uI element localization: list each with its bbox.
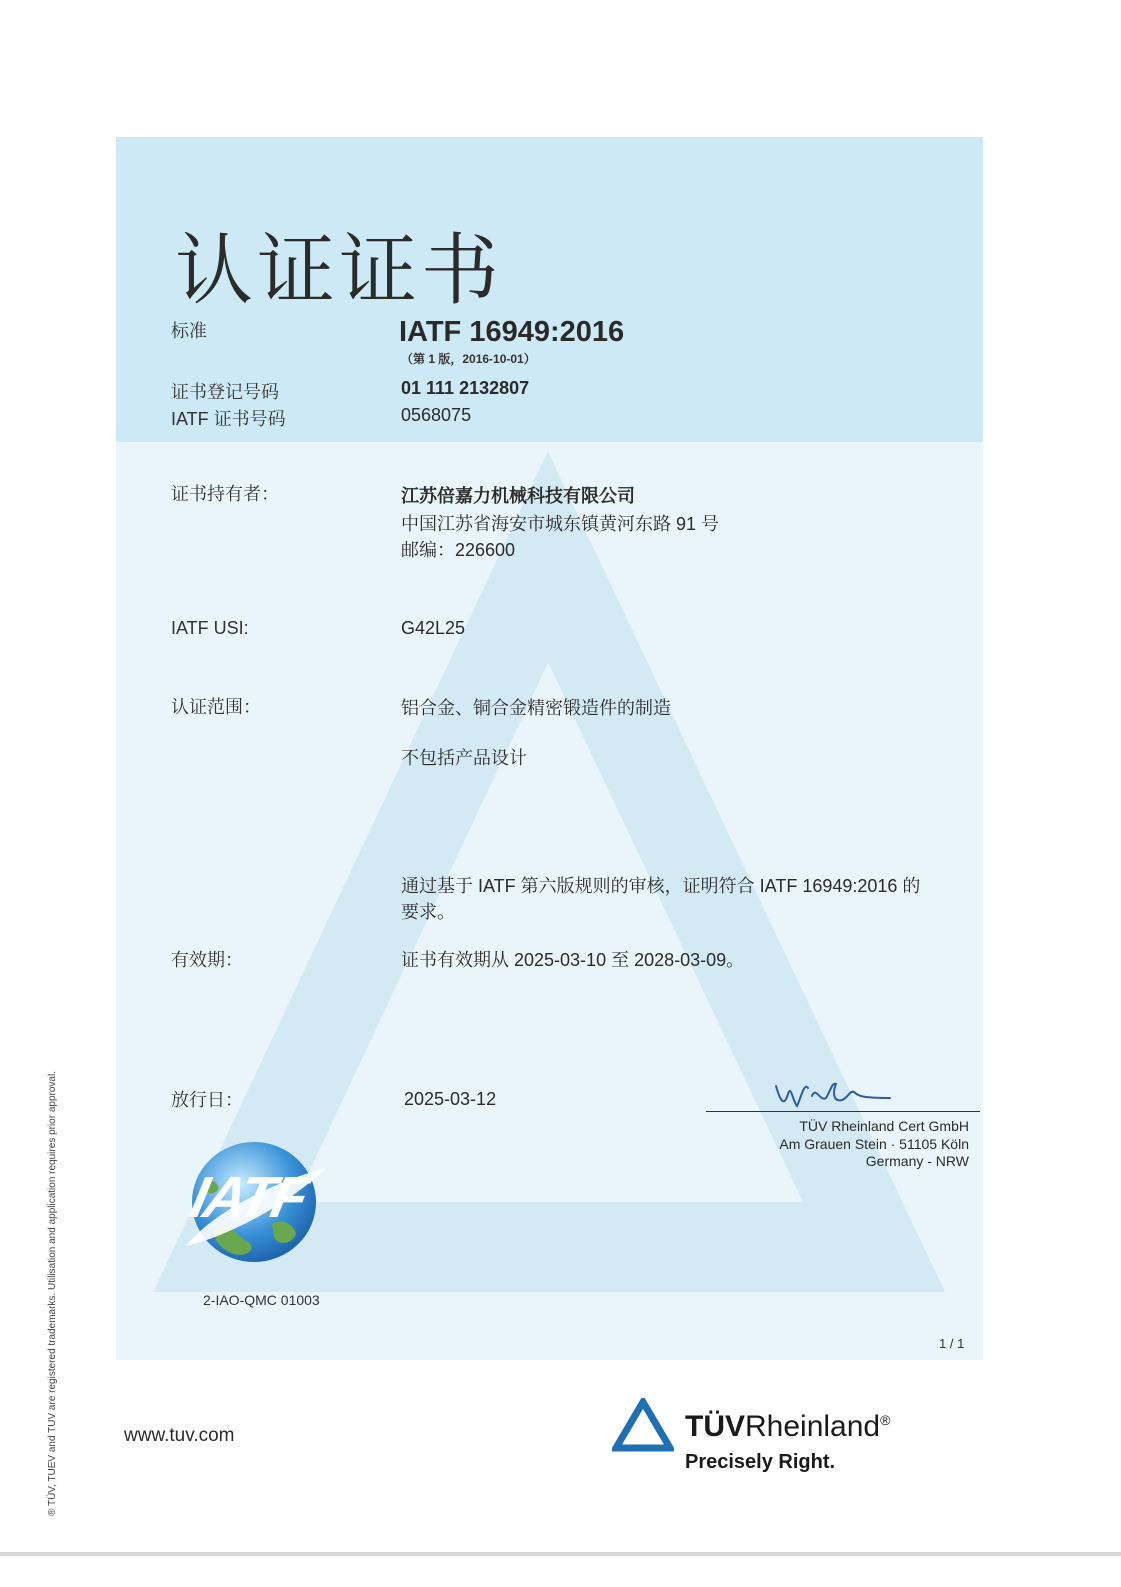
issuer-region: Germany - NRW xyxy=(865,1153,969,1169)
tuv-brand xyxy=(685,1410,890,1444)
statement-line-2: 要求。 xyxy=(401,902,455,922)
signature-line xyxy=(706,1111,980,1112)
scope-label: 认证范围： xyxy=(171,697,261,717)
registration-value: 01 111 2132807 xyxy=(401,378,530,398)
tuv-brand-prefix: TÜV xyxy=(685,1410,745,1443)
issuer-name: TÜV Rheinland Cert GmbH xyxy=(799,1118,969,1134)
iatf-logo xyxy=(176,1138,332,1268)
holder-address: 中国江苏省海安市城东镇黄河东路 91 号 xyxy=(401,514,720,534)
logo-code: 2-IAO-QMC 01003 xyxy=(203,1292,320,1308)
holder-name: 江苏倍嘉力机械科技有限公司 xyxy=(401,486,635,506)
validity-value: 证书有效期从 2025-03-10 至 2028-03-09。 xyxy=(401,950,745,970)
page-number: 1 / 1 xyxy=(939,1336,965,1351)
iatf-number-label: IATF 证书号码 xyxy=(171,409,286,429)
issue-date-value: 2025-03-12 xyxy=(404,1089,497,1109)
validity-label: 有效期： xyxy=(171,950,243,970)
statement-line-1: 通过基于 IATF 第六版规则的审核，证明符合 IATF 16949:2016 的 xyxy=(401,876,921,896)
website-link[interactable]: www.tuv.com xyxy=(124,1425,235,1446)
registration-label: 证书登记号码 xyxy=(171,382,279,402)
iatf-logo-text: IATF xyxy=(185,1165,312,1230)
holder-label: 证书持有者： xyxy=(171,484,279,504)
tuv-tagline: Precisely Right. xyxy=(685,1451,836,1473)
scope-line-1: 铝合金、铜合金精密锻造件的制造 xyxy=(401,698,671,718)
issuer-address: Am Grauen Stein · 51105 Köln xyxy=(779,1136,969,1152)
standard-value: IATF 16949:2016 xyxy=(399,316,625,348)
iatf-number-value: 0568075 xyxy=(401,405,472,425)
holder-postal: 邮编：226600 xyxy=(401,540,516,560)
tuv-brand-reg: ® xyxy=(880,1412,891,1428)
trademark-side-note: ® TÜV, TUEV and TUV are registered trademarks. Utilisation and application requires prior approval. xyxy=(47,1071,58,1516)
standard-label: 标准 xyxy=(171,321,207,341)
tuv-triangle-logo-icon xyxy=(612,1398,674,1452)
signature-image xyxy=(770,1072,900,1112)
tuv-brand-suffix: Rheinland xyxy=(745,1410,881,1443)
scope-line-2: 不包括产品设计 xyxy=(401,748,527,768)
certificate-title: 认证证书 xyxy=(175,226,504,316)
usi-value: G42L25 xyxy=(401,618,466,638)
usi-label: IATF USI: xyxy=(171,618,249,638)
standard-edition: （第 1 版，2016-10-01） xyxy=(401,352,536,366)
issue-date-label: 放行日： xyxy=(171,1090,243,1110)
page-bottom-rule xyxy=(0,1552,1121,1556)
